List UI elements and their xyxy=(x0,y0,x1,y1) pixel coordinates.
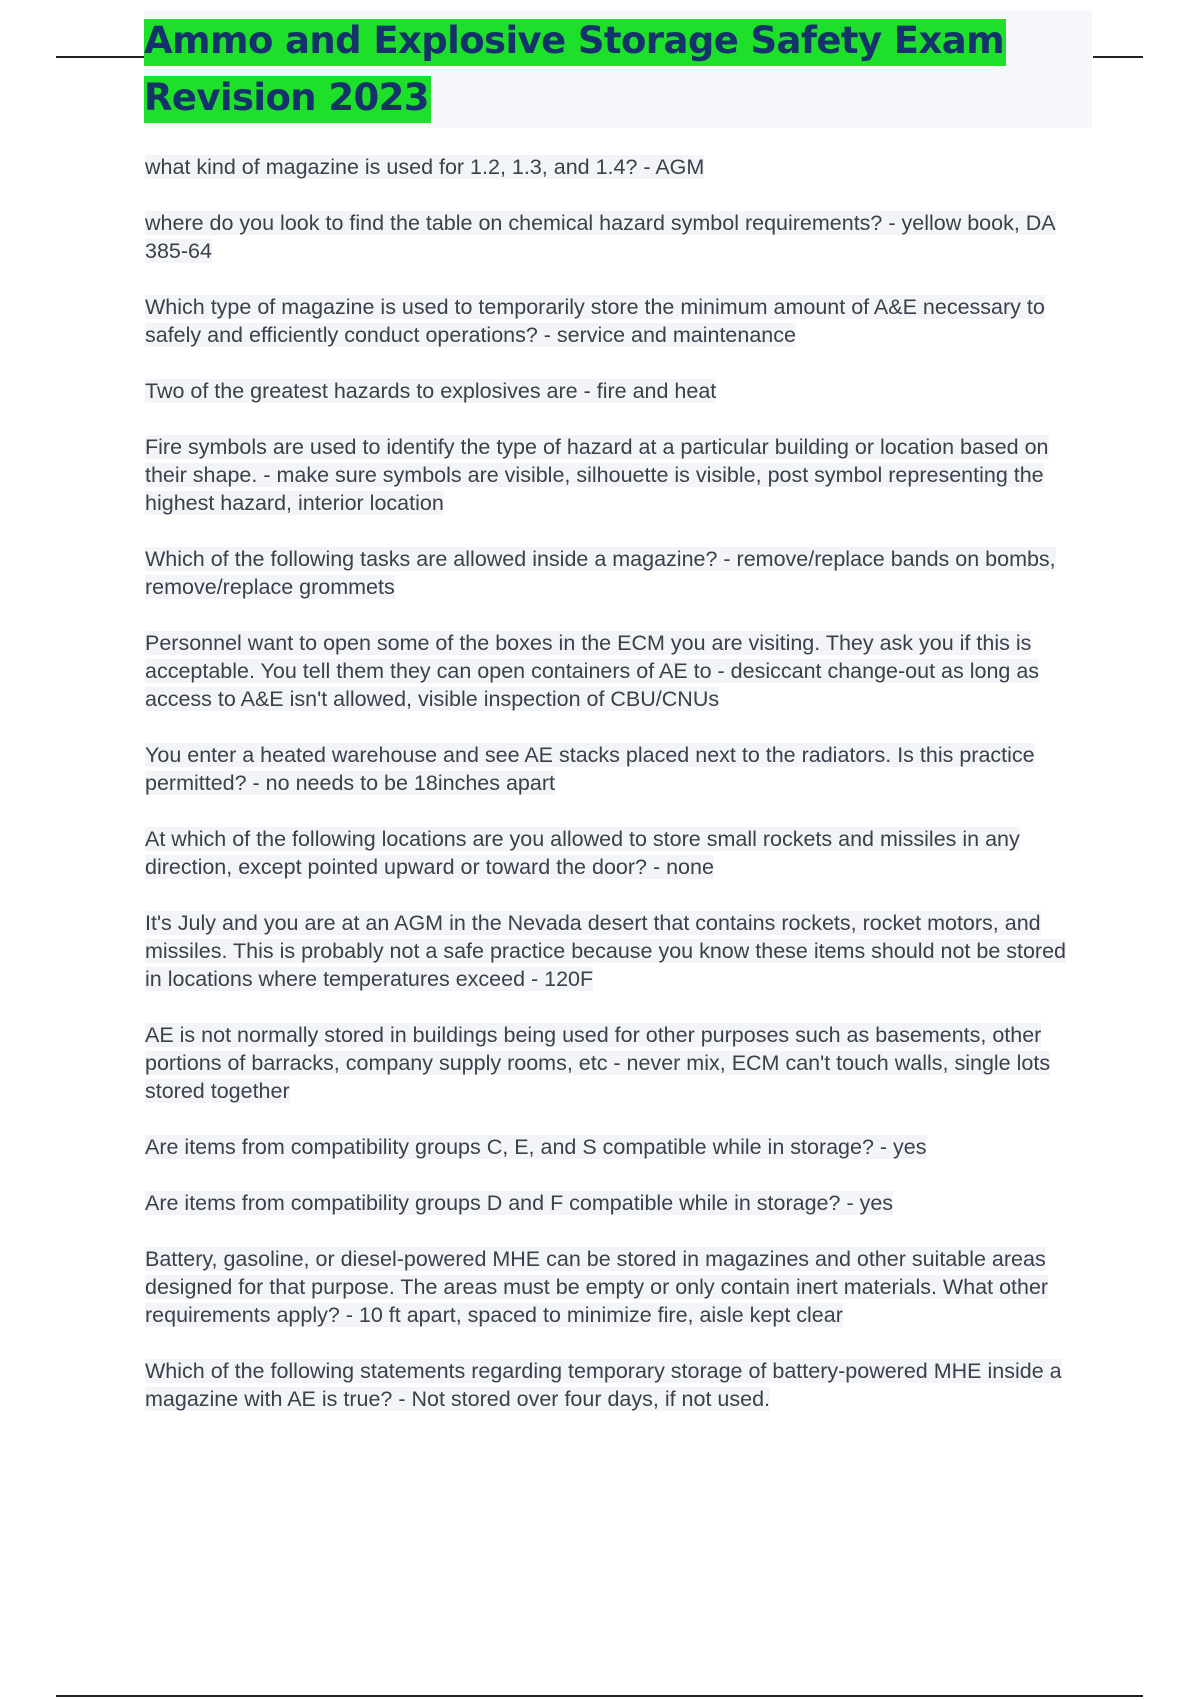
qa-text: AE is not normally stored in buildings being used for other purposes such as basements, other portions of barracks, company supply rooms, etc - never mix, ECM can't touch walls, single lots stored together xyxy=(145,1023,1051,1103)
qa-item xyxy=(145,545,1085,601)
qa-text: You enter a heated warehouse and see AE stacks placed next to the radiators. Is this practice permitted? - no needs to be 18inches apart xyxy=(145,743,1035,795)
qa-text: Which type of magazine is used to temporarily store the minimum amount of A&E necessary to safely and efficiently conduct operations? - service and maintenance xyxy=(145,295,1045,347)
qa-text: Are items from compatibility groups D and F compatible while in storage? - yes xyxy=(145,1191,894,1215)
header-rule-left xyxy=(56,56,144,58)
qa-item xyxy=(145,293,1085,349)
qa-text: Battery, gasoline, or diesel-powered MHE can be stored in magazines and other suitable areas designed for that purpose. The areas must be empty or only contain inert materials. What other requirements apply? - 10 ft apart, spaced to minimize fire, aisle kept clear xyxy=(145,1247,1049,1327)
qa-item xyxy=(145,1189,1085,1217)
footer-rule xyxy=(56,1695,1143,1697)
qa-text: At which of the following locations are you allowed to store small rockets and missiles in any direction, except pointed upward or toward the door? - none xyxy=(145,827,1020,879)
qa-text: Two of the greatest hazards to explosives are - fire and heat xyxy=(145,379,717,403)
qa-text: It's July and you are at an AGM in the Nevada desert that contains rockets, rocket motors, and missiles. This is probably not a safe practice because you know these items should not be stored in locations where temperatures exceed - 120F xyxy=(145,911,1067,991)
qa-text: Personnel want to open some of the boxes in the ECM you are visiting. They ask you if this is acceptable. You tell them they can open containers of AE to - desiccant change-out as long as access to A&E isn't allowed, visible inspection of CBU/CNUs xyxy=(145,631,1040,711)
qa-item xyxy=(145,1021,1085,1105)
qa-item xyxy=(145,433,1085,517)
qa-item xyxy=(145,1245,1085,1329)
qa-item xyxy=(145,1357,1085,1413)
qa-item xyxy=(145,825,1085,881)
qa-item xyxy=(145,629,1085,713)
qa-item xyxy=(145,377,1085,405)
qa-text: Are items from compatibility groups C, E, and S compatible while in storage? - yes xyxy=(145,1135,927,1159)
qa-text: where do you look to find the table on chemical hazard symbol requirements? - yellow book, DA 385-64 xyxy=(145,211,1056,263)
qa-item xyxy=(145,909,1085,993)
qa-text: Which of the following statements regarding temporary storage of battery-powered MHE inside a magazine with AE is true? - Not stored over four days, if not used. xyxy=(145,1359,1062,1411)
qa-list xyxy=(145,153,1085,1441)
qa-item xyxy=(145,1133,1085,1161)
qa-item xyxy=(145,209,1085,265)
qa-item xyxy=(145,153,1085,181)
header-rule-right xyxy=(1093,56,1143,58)
qa-text: what kind of magazine is used for 1.2, 1.3, and 1.4? - AGM xyxy=(145,155,705,179)
qa-item xyxy=(145,741,1085,797)
qa-text: Fire symbols are used to identify the type of hazard at a particular building or location based on their shape. - make sure symbols are visible, silhouette is visible, post symbol representing the highest hazard, interior location xyxy=(145,435,1049,515)
qa-text: Which of the following tasks are allowed inside a magazine? - remove/replace bands on bombs, remove/replace grommets xyxy=(145,547,1056,599)
document-title-text: Ammo and Explosive Storage Safety Exam Revision 2023 xyxy=(144,19,1006,123)
document-title xyxy=(144,12,1044,126)
